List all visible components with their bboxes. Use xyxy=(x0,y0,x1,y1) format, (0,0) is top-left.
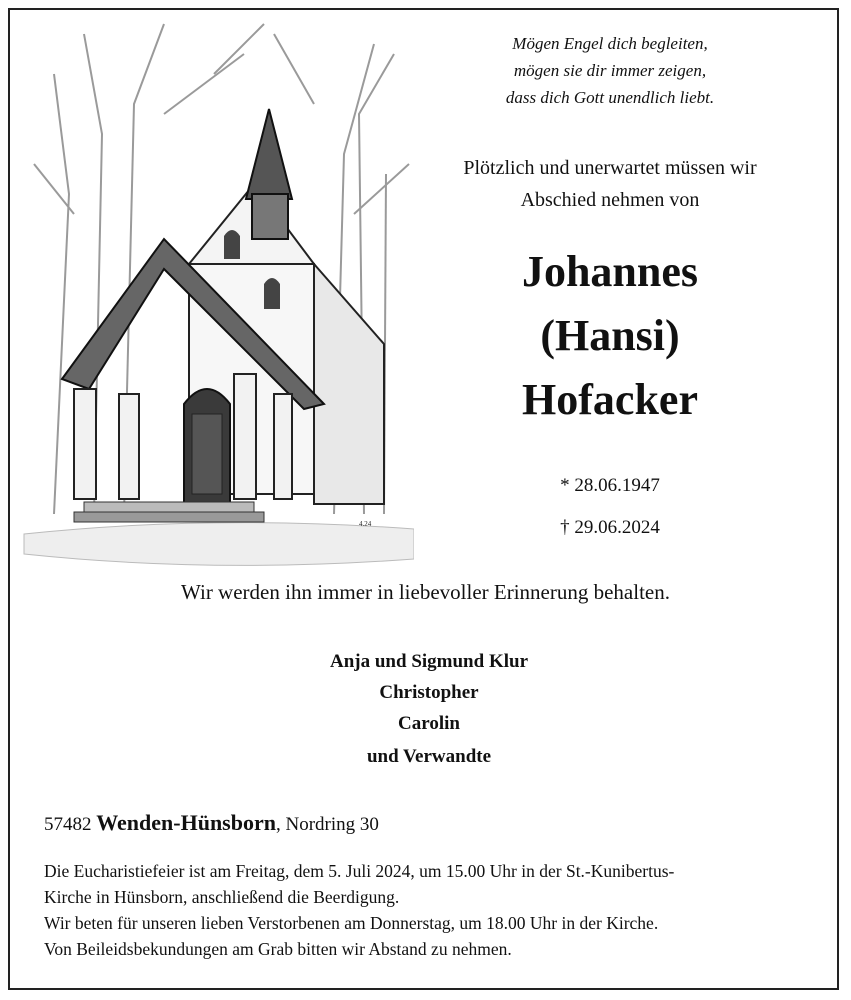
details-line: Kirche in Hünsborn, anschließend die Beerdigung. xyxy=(44,887,400,907)
chapel-drawing xyxy=(14,14,414,574)
deceased-name xyxy=(400,240,820,432)
verse-line: mögen sie dir immer zeigen, xyxy=(513,61,707,80)
last-name: Hofacker xyxy=(522,375,698,424)
family-member: Carolin xyxy=(398,713,460,734)
details-line: Die Eucharistiefeier ist am Freitag, dem 5. Juli 2024, um 15.00 Uhr in der St.-Kunibertus- xyxy=(44,861,675,881)
address xyxy=(44,810,379,836)
birth-date: * 28.06.1947 xyxy=(560,475,660,496)
verse xyxy=(400,30,820,111)
artist-signature: 4.24 xyxy=(359,520,372,528)
postcode: 57482 xyxy=(44,814,92,835)
verse-line: dass dich Gott unendlich liebt. xyxy=(505,88,715,107)
intro-text xyxy=(400,152,820,216)
family-member: Anja und Sigmund Klur xyxy=(330,651,528,672)
city: Wenden-Hünsborn xyxy=(96,810,276,835)
remembrance-text: Wir werden ihn immer in liebevoller Erinnerung behalten. xyxy=(181,580,670,604)
relatives-text: und Verwandte xyxy=(366,746,492,767)
intro-line: Plötzlich und unerwartet müssen wir xyxy=(463,157,757,179)
verse-line: Mögen Engel dich begleiten, xyxy=(512,34,708,53)
life-dates xyxy=(400,465,820,549)
family-list xyxy=(0,646,851,739)
intro-line: Abschied nehmen von xyxy=(520,189,700,211)
nickname: (Hansi) xyxy=(540,311,680,360)
first-name: Johannes xyxy=(521,247,699,296)
street: , Nordring 30 xyxy=(275,814,379,835)
details-line: Von Beileidsbekundungen am Grab bitten wir Abstand zu nehmen. xyxy=(44,939,512,959)
death-date: † 29.06.2024 xyxy=(560,517,660,538)
details-line: Wir beten für unseren lieben Verstorbenen am Donnerstag, um 18.00 Uhr in der Kirche. xyxy=(44,913,659,933)
funeral-details xyxy=(44,858,819,962)
family-member: Christopher xyxy=(379,682,479,703)
